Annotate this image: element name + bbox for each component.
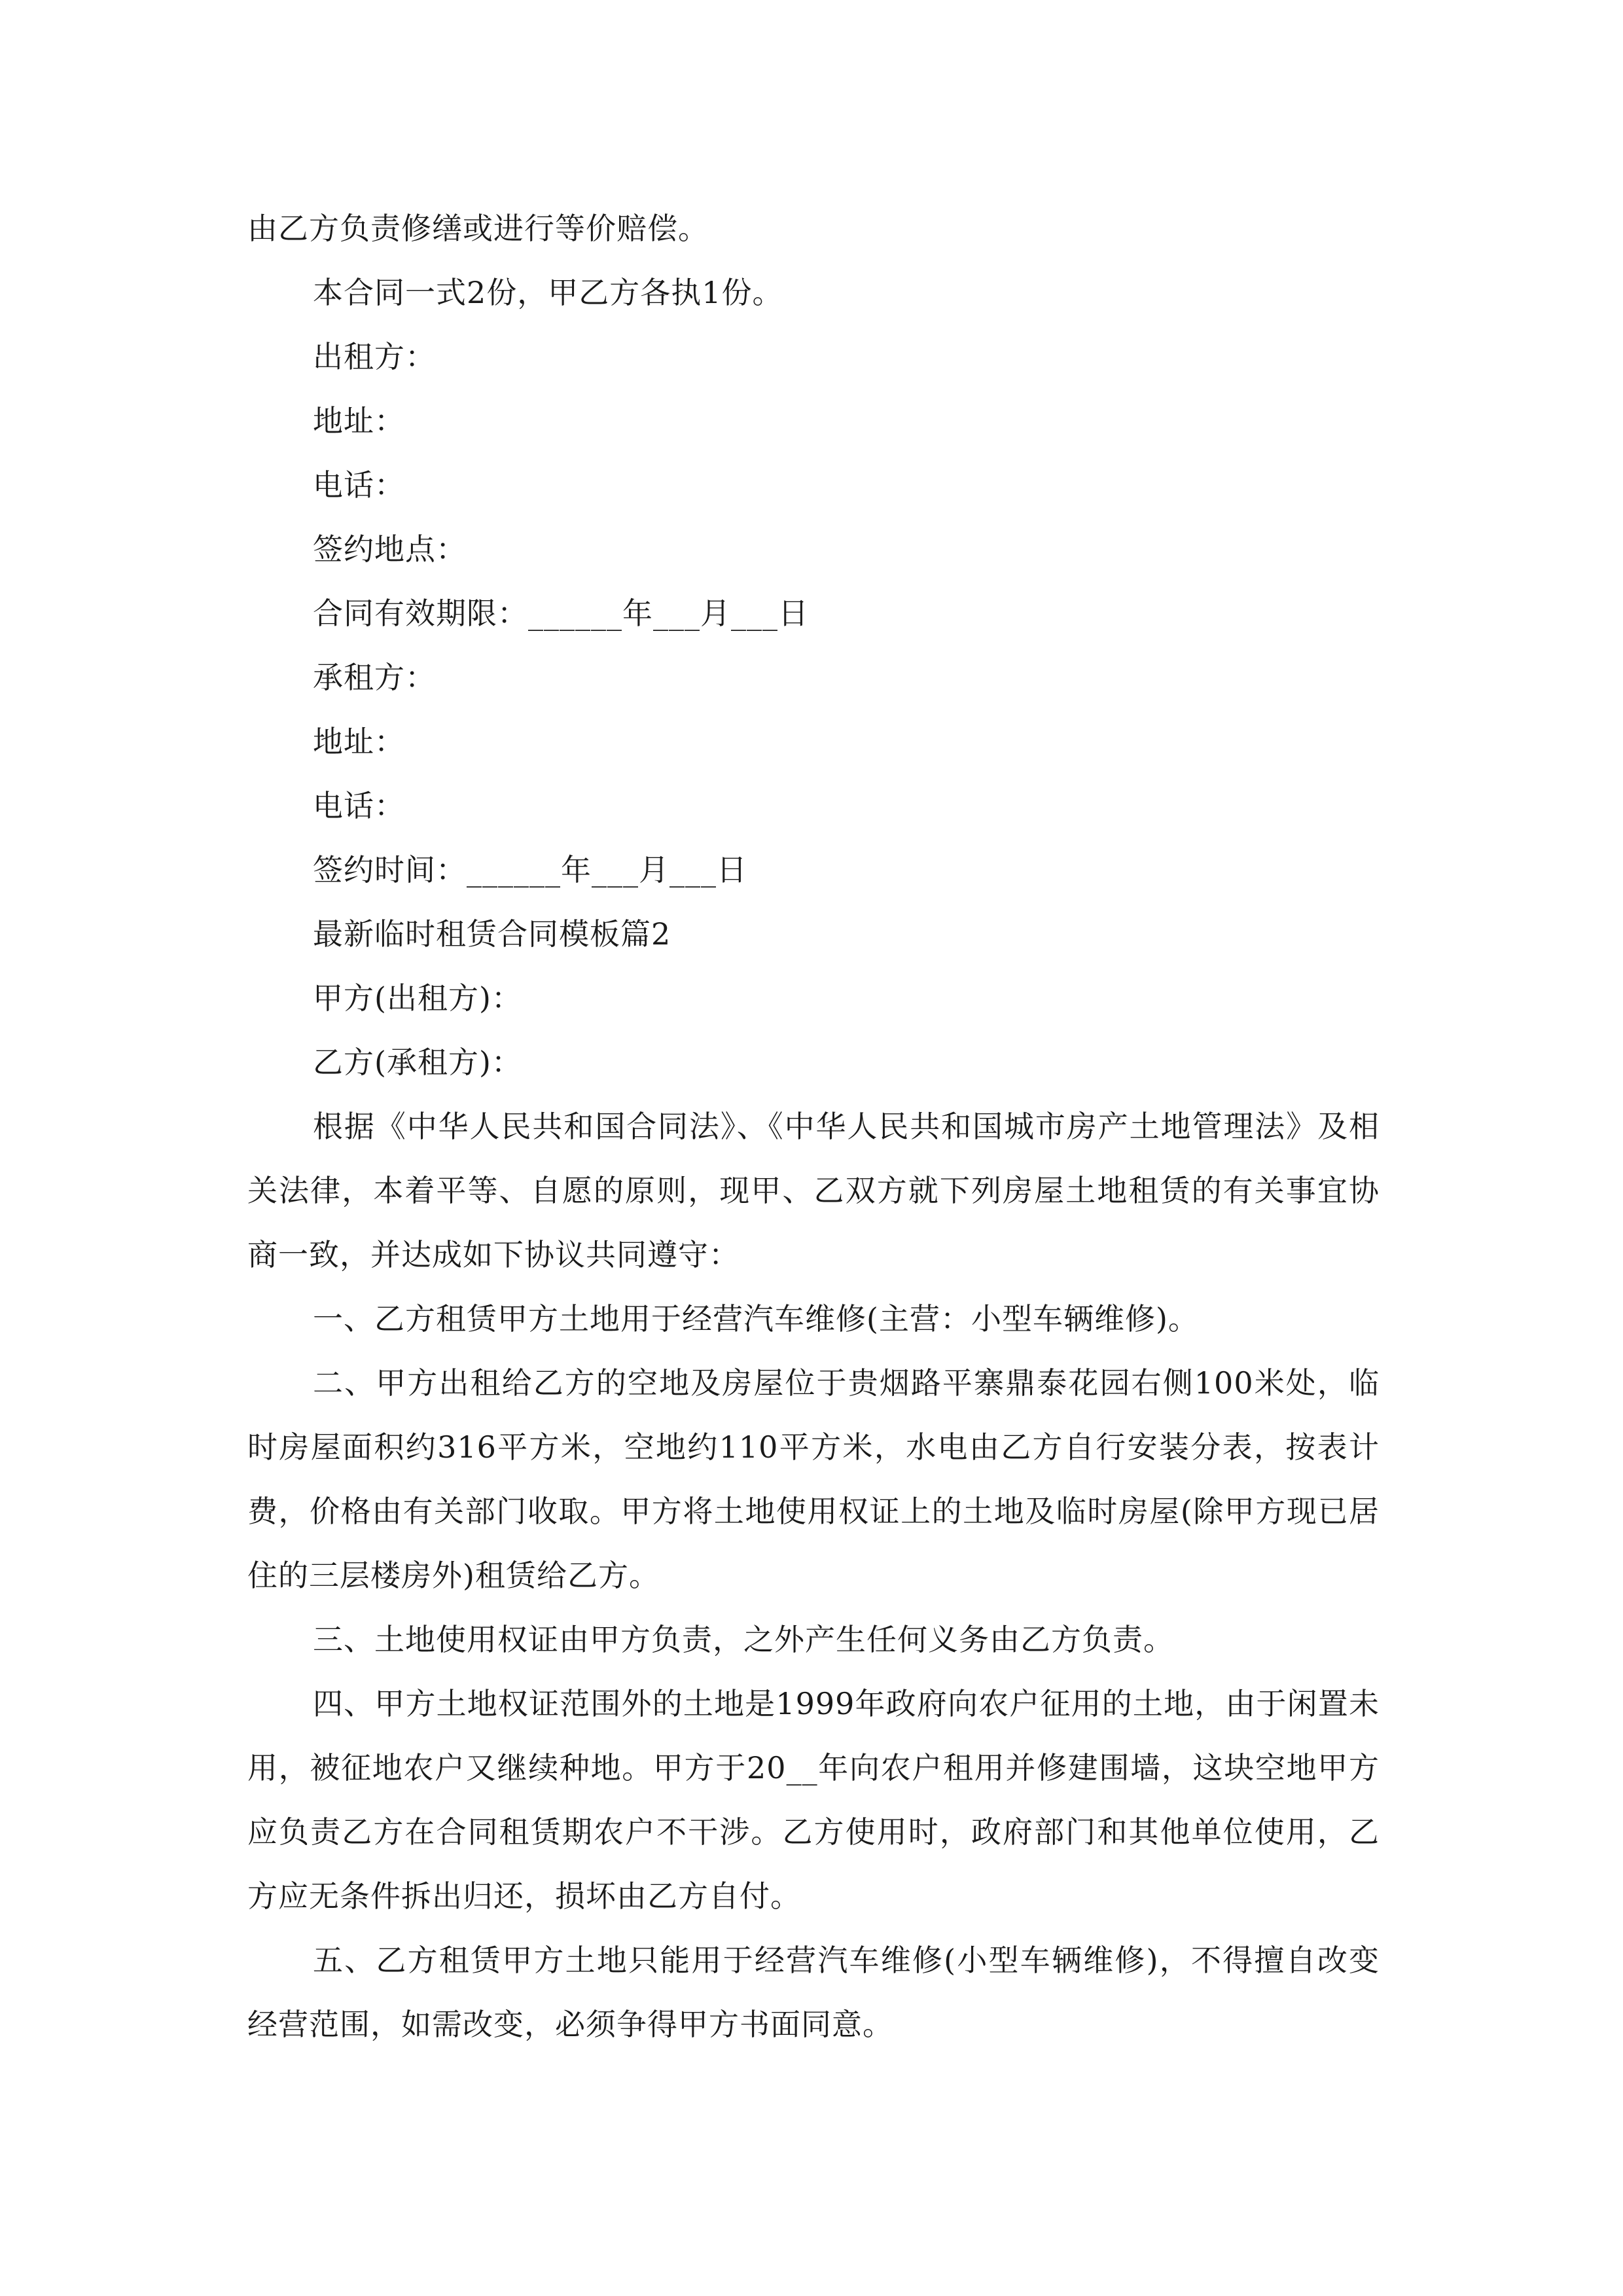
- clause-3: 三、土地使用权证由甲方负责，之外产生任何义务由乙方负责。: [313, 1622, 1174, 1657]
- lessor-phone-label: 电话：: [313, 467, 405, 503]
- clause-4: 四、甲方土地权证范围外的土地是1999年政府向农户征用的土地，由于闲置未用，被征地农户又继续种地。甲方于20__年向农户租用并修建围墙，这块空地甲方应负责乙方在合同租赁期农户不干涉。乙方使用时，政府部门和其他单位使用，乙方应无条件拆出归还，损坏由乙方自付。: [247, 1686, 1380, 1914]
- paragraph-legal-basis: 根据《中华人民共和国合同法》、《中华人民共和国城市房产土地管理法》及相关法律，本着平等、自愿的原则，现甲、乙双方就下列房屋土地租赁的有关事宜协商一致，并达成如下协议共同遵守：: [247, 1109, 1380, 1272]
- lessor-label: 出租方：: [313, 339, 436, 374]
- document-body: [247, 196, 1380, 2056]
- clause-1: 一、乙方租赁甲方土地用于经营汽车维修(主营：小型车辆维修)。: [313, 1301, 1199, 1336]
- contract-validity-field: 合同有效期限：______年___月___日: [313, 596, 809, 631]
- signing-place-label: 签约地点：: [313, 531, 467, 567]
- party-b-label: 乙方(承租方)：: [313, 1045, 522, 1080]
- lessee-address-label: 地址：: [313, 724, 405, 759]
- paragraph-repair-compensation: 由乙方负责修缮或进行等价赔偿。: [247, 211, 709, 246]
- section-title-template-2: 最新临时租赁合同模板篇2: [313, 916, 671, 952]
- clause-5: 五、乙方租赁甲方土地只能用于经营汽车维修(小型车辆维修)，不得擅自改变经营范围，如需改变，必须争得甲方书面同意。: [247, 1943, 1380, 2042]
- signing-date-field: 签约时间：______年___月___日: [313, 852, 747, 888]
- lessor-address-label: 地址：: [313, 403, 405, 439]
- lessee-phone-label: 电话：: [313, 788, 405, 823]
- party-a-label: 甲方(出租方)：: [313, 980, 522, 1016]
- paragraph-copies: 本合同一式2份，甲乙方各执1份。: [313, 275, 783, 310]
- clause-2: 二、甲方出租给乙方的空地及房屋位于贵烟路平寨鼎泰花园右侧100米处，临时房屋面积约316平方米，空地约110平方米，水电由乙方自行安装分表，按表计费，价格由有关部门收取。甲方将土地使用权证上的土地及临时房屋(除甲方现已居住的三层楼房外)租赁给乙方。: [247, 1365, 1380, 1593]
- lessee-label: 承租方：: [313, 660, 436, 695]
